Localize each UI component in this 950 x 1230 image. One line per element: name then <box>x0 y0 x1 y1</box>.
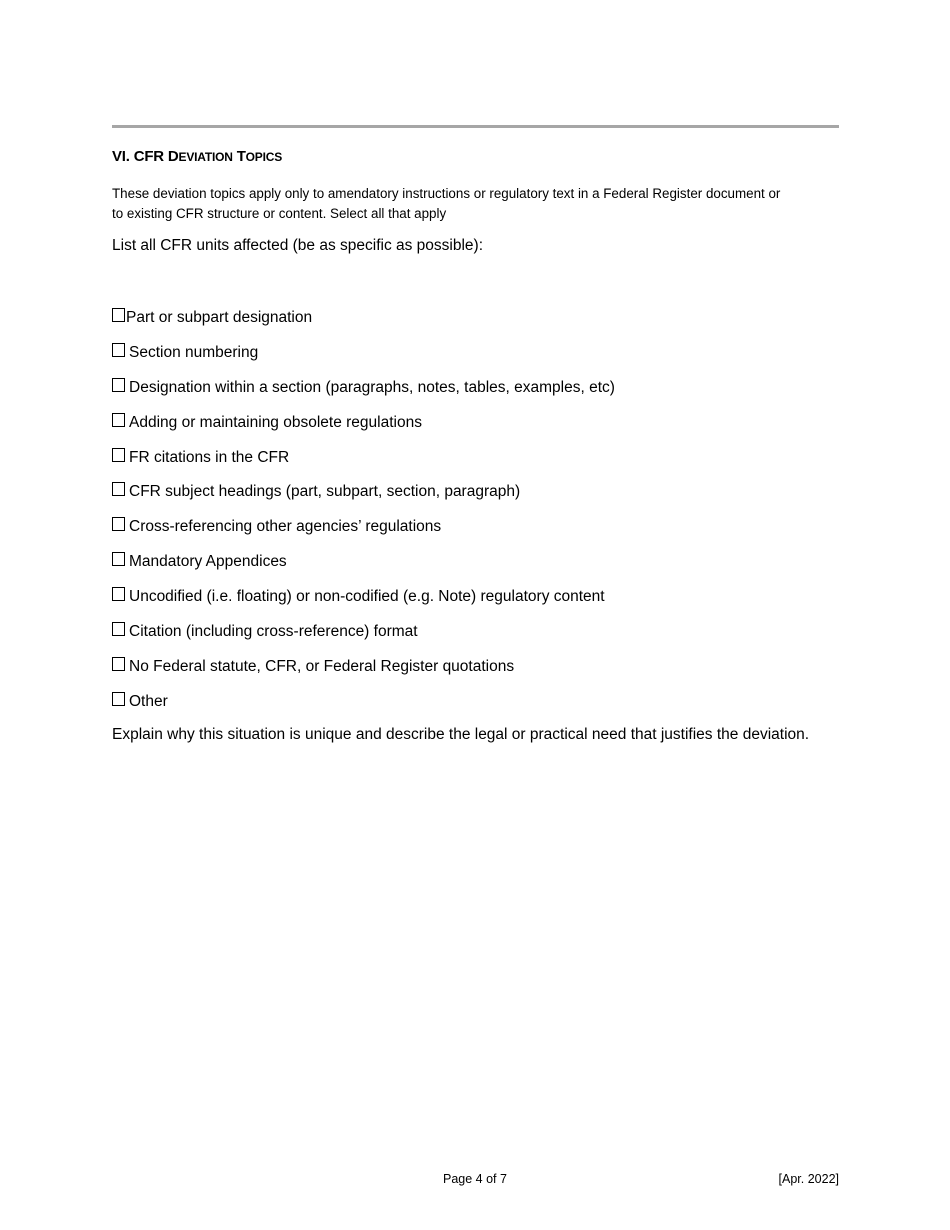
option-cfr-subject-headings[interactable] <box>112 480 615 515</box>
explain-label: Explain why this situation is unique and describe the legal or practical need that justifies the deviation. <box>112 726 810 743</box>
checkbox-icon[interactable] <box>112 308 125 322</box>
checkbox-icon[interactable] <box>112 343 125 357</box>
checkbox-icon[interactable] <box>112 413 125 427</box>
option-cross-referencing[interactable] <box>112 515 615 550</box>
option-label: Section numbering <box>129 343 259 361</box>
checkbox-icon[interactable] <box>112 622 125 636</box>
option-label: CFR subject headings (part, subpart, section, paragraph) <box>129 483 521 501</box>
option-fr-citations[interactable] <box>112 446 615 481</box>
cfr-units-label: List all CFR units affected (be as specific as possible): <box>112 237 484 254</box>
option-no-quotations[interactable] <box>112 655 615 690</box>
option-designation-within-section[interactable] <box>112 376 615 411</box>
option-mandatory-appendices[interactable] <box>112 550 615 585</box>
checkbox-icon[interactable] <box>112 552 125 566</box>
option-label: Part or subpart designation <box>126 309 313 326</box>
option-uncodified-content[interactable] <box>112 585 615 620</box>
option-label: Cross-referencing other agencies’ regulations <box>129 518 442 536</box>
deviation-topic-list <box>112 306 615 725</box>
option-label: Other <box>129 692 168 710</box>
option-label: Uncodified (i.e. floating) or non-codified (e.g. Note) regulatory content <box>129 588 605 606</box>
option-citation-format[interactable] <box>112 620 615 655</box>
option-obsolete-regulations[interactable] <box>112 411 615 446</box>
checkbox-icon[interactable] <box>112 517 125 531</box>
intro-line-1: These deviation topics apply only to amendatory instructions or regulatory text in a Federal Register document or <box>112 186 781 201</box>
option-label: Mandatory Appendices <box>129 553 287 571</box>
checkbox-icon[interactable] <box>112 378 125 392</box>
page-number: Page 4 of 7 <box>443 1172 507 1186</box>
option-other[interactable] <box>112 690 615 725</box>
option-section-numbering[interactable] <box>112 341 615 376</box>
revision-date: [Apr. 2022] <box>778 1172 839 1186</box>
option-label: Citation (including cross-reference) format <box>129 623 418 641</box>
checkbox-icon[interactable] <box>112 587 125 601</box>
option-part-subpart-designation[interactable] <box>112 306 615 341</box>
checkbox-icon[interactable] <box>112 657 125 671</box>
intro-line-2: to existing CFR structure or content. Select all that apply <box>112 206 447 221</box>
option-label: Designation within a section (paragraphs, notes, tables, examples, etc) <box>129 378 615 396</box>
checkbox-icon[interactable] <box>112 692 125 706</box>
intro-paragraph <box>112 184 839 224</box>
checkbox-icon[interactable] <box>112 448 125 462</box>
option-label: FR citations in the CFR <box>129 448 290 466</box>
option-label: Adding or maintaining obsolete regulations <box>129 413 422 431</box>
section-title: VI. CFR DEVIATION TOPICS <box>112 148 283 165</box>
checkbox-icon[interactable] <box>112 482 125 496</box>
option-label: No Federal statute, CFR, or Federal Register quotations <box>129 657 515 675</box>
section-divider <box>112 125 839 128</box>
